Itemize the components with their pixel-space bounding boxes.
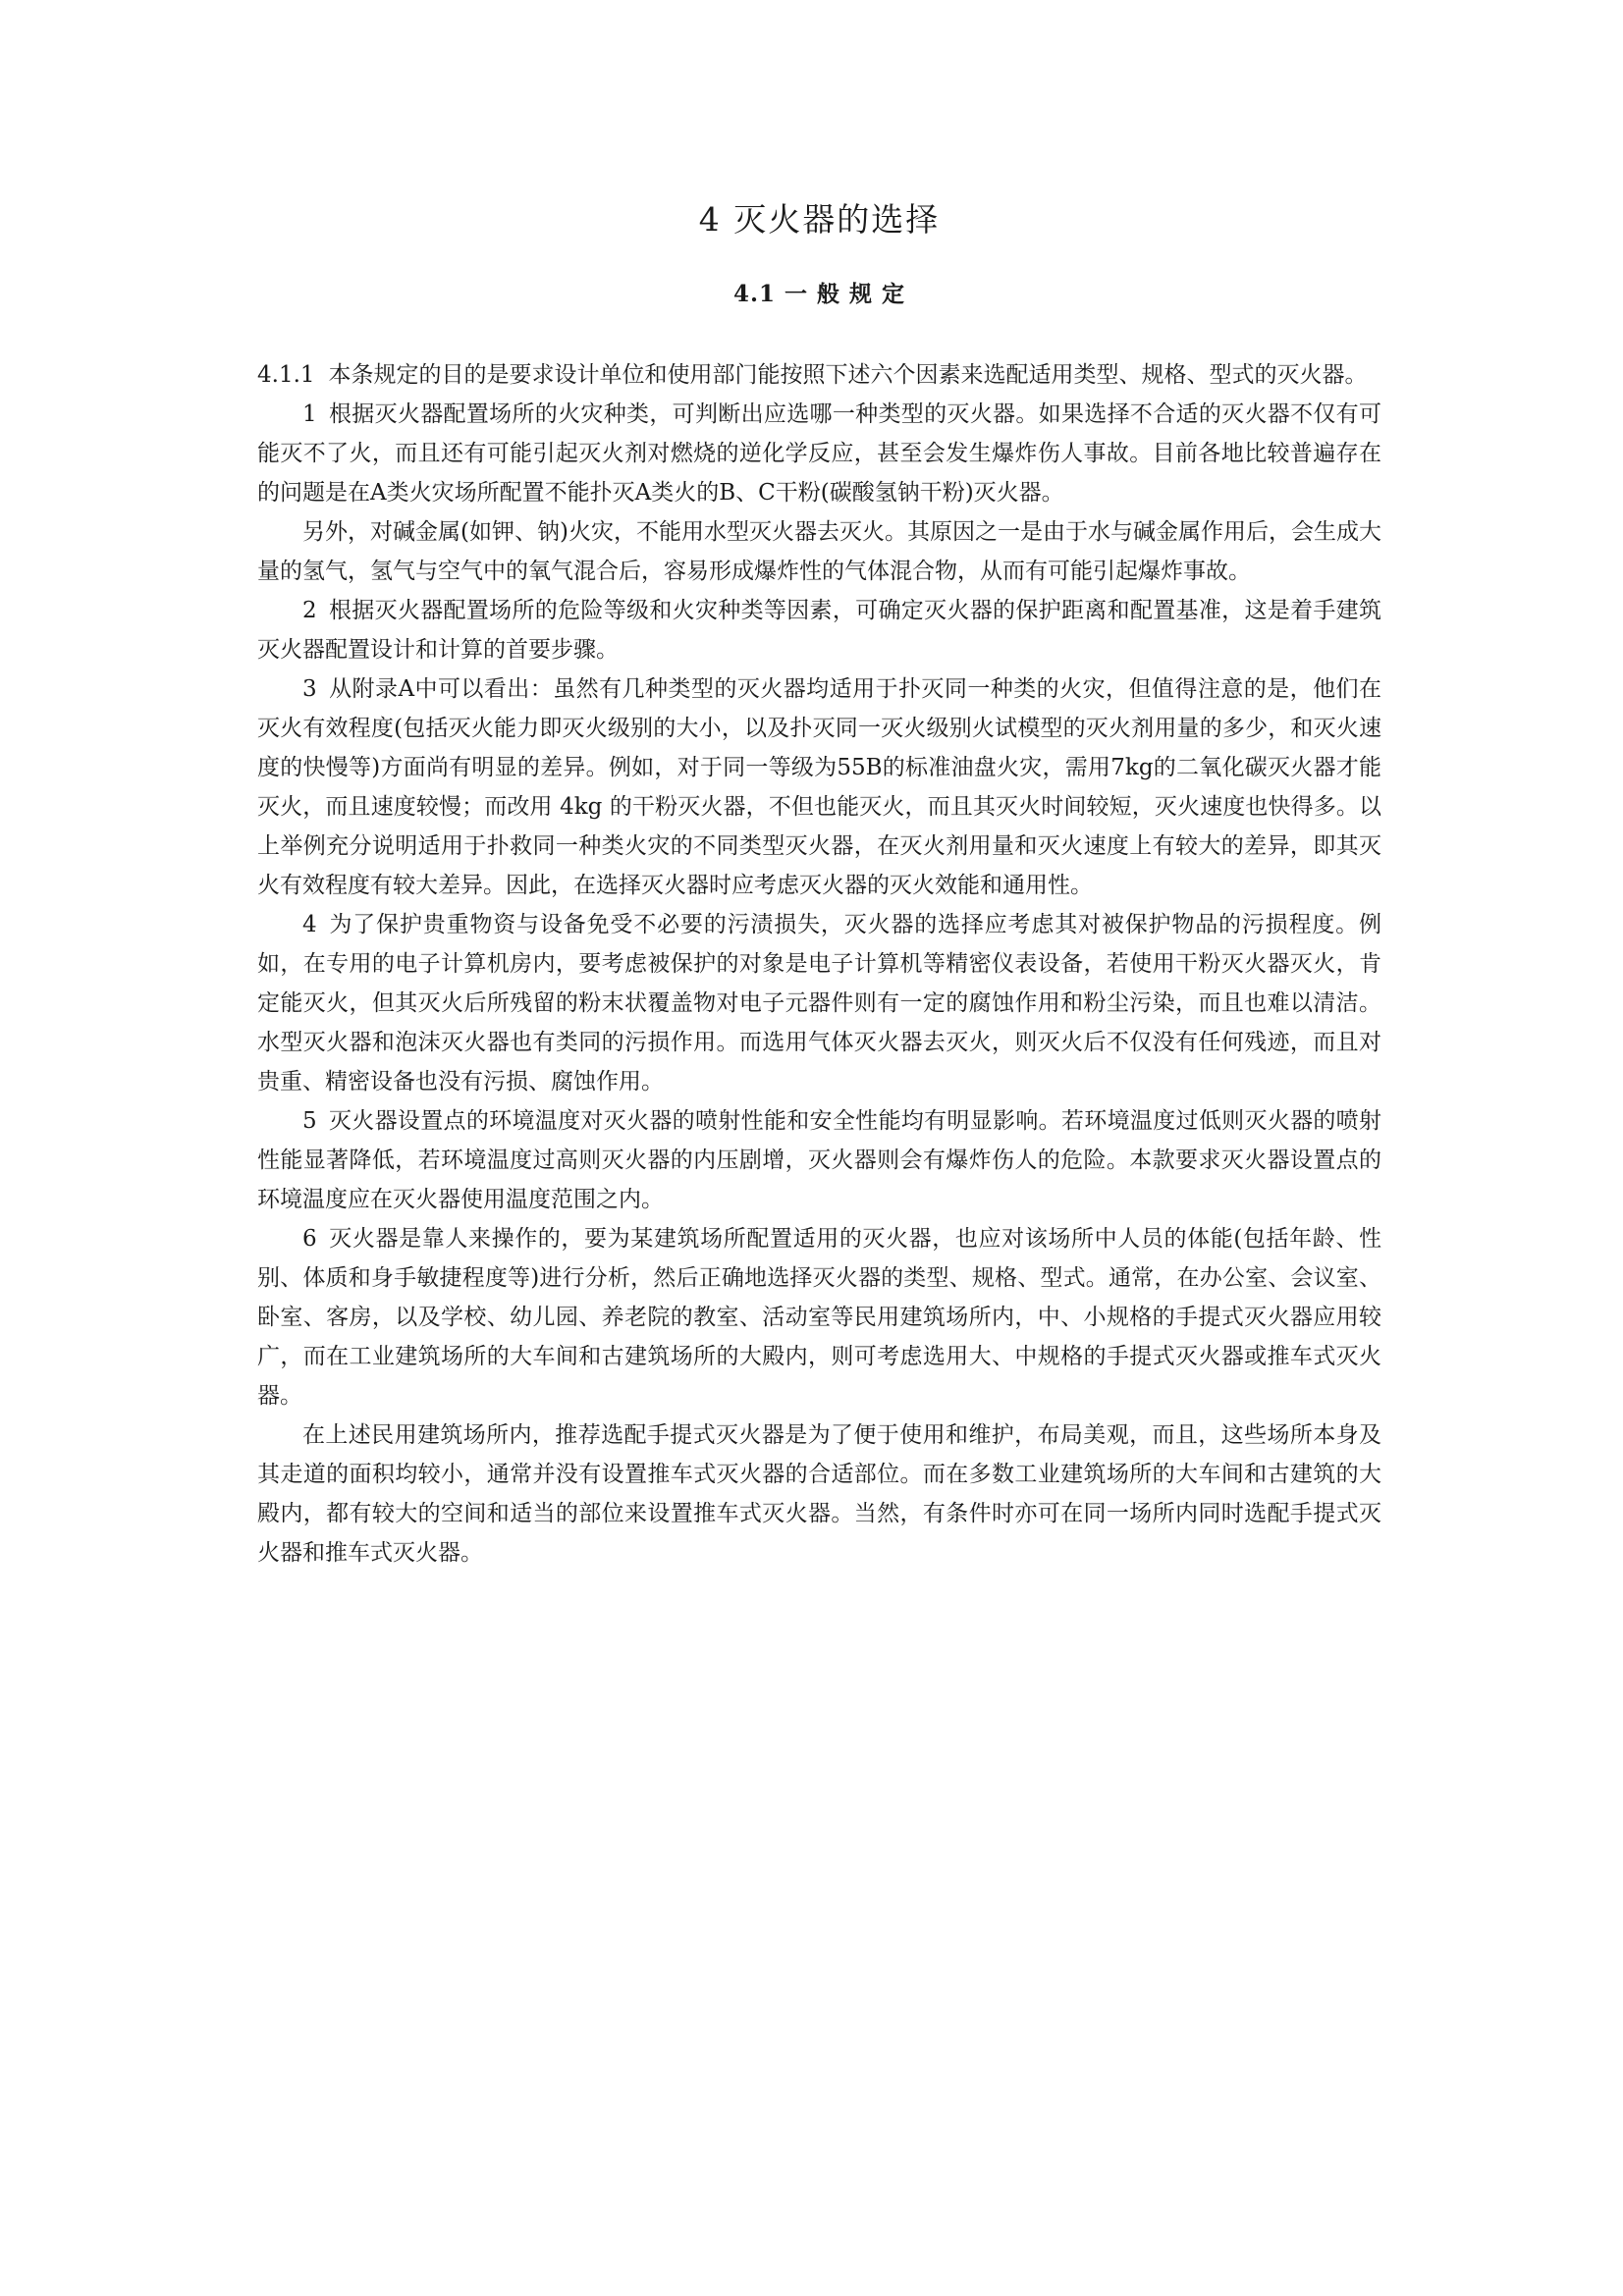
chapter-title: 4 灭火器的选择 <box>698 200 941 239</box>
item-1 <box>257 395 1381 512</box>
item-text: 根据灭火器配置场所的危险等级和火灾种类等因素，可确定灭火器的保护距离和配置基准，这是着手建筑灭火器配置设计和计算的首要步骤。 <box>257 598 1381 663</box>
item-number: 3 <box>302 676 317 702</box>
section-title: 4.1 一 般 规 定 <box>732 281 906 307</box>
item-text: 为了保护贵重物资与设备免受不必要的污渍损失，灭火器的选择应考虑其对被保护物品的污损程度。例如，在专用的电子计算机房内，要考虑被保护的对象是电子计算机等精密仪表设备，若使用干粉灭火器灭火，肯定能灭火，但其灭火后所残留的粉末状覆盖物对电子元器件则有一定的腐蚀作用和粉尘污染，而且也难以清洁。水型灭火器和泡沫灭火器也有类同的污损作用。而选用气体灭火器去灭火，则灭火后不仅没有任何残迹，而且对贵重、精密设备也没有污损、腐蚀作用。 <box>257 912 1381 1095</box>
item-number: 2 <box>302 598 317 623</box>
item-text: 从附录A中可以看出：虽然有几种类型的灭火器均适用于扑灭同一种类的火灾，但值得注意的是，他们在灭火有效程度(包括灭火能力即灭火级别的大小，以及扑灭同一灭火级别火试模型的灭火剂用量的多少，和灭火速度的快慢等)方面尚有明显的差异。例如，对于同一等级为55B的标准油盘火灾，需用7kg的二氧化碳灭火器才能灭火，而且速度较慢；而改用 4kg 的干粉灭火器，不但也能灭火，而且其灭火时间较短，灭火速度也快得多。以上举例充分说明适用于扑救同一种类火灾的不同类型灭火器，在灭火剂用量和灭火速度上有较大的差异，即其灭火有效程度有较大差异。因此，在选择灭火器时应考虑灭火器的灭火效能和通用性。 <box>257 676 1381 898</box>
item-6 <box>257 1219 1381 1415</box>
item-text: 灭火器是靠人来操作的，要为某建筑场所配置适用的灭火器，也应对该场所中人员的体能(包括年龄、性别、体质和身手敏捷程度等)进行分析，然后正确地选择灭火器的类型、规格、型式。通常，在办公室、会议室、卧室、客房，以及学校、幼儿园、养老院的教室、活动室等民用建筑场所内，中、小规格的手提式灭火器应用较广，而在工业建筑场所的大车间和古建筑场所的大殿内，则可考虑选用大、中规格的手提式灭火器或推车式灭火器。 <box>257 1226 1381 1409</box>
item-text: 在上述民用建筑场所内，推荐选配手提式灭火器是为了便于使用和维护，布局美观，而且，这些场所本身及其走道的面积均较小，通常并没有设置推车式灭火器的合适部位。而在多数工业建筑场所的大车间和古建筑的大殿内，都有较大的空间和适当的部位来设置推车式灭火器。当然，有条件时亦可在同一场所内同时选配手提式灭火器和推车式灭火器。 <box>257 1422 1381 1566</box>
item-3 <box>257 669 1381 905</box>
clause-number: 4.1.1 <box>257 362 315 388</box>
item-text: 另外，对碱金属(如钾、钠)火灾，不能用水型灭火器去灭火。其原因之一是由于水与碱金属作用后，会生成大量的氢气，氢气与空气中的氧气混合后，容易形成爆炸性的气体混合物，从而有可能引起爆炸事故。 <box>257 519 1381 584</box>
item-number: 4 <box>302 912 317 937</box>
item-2 <box>257 591 1381 669</box>
item-5 <box>257 1101 1381 1219</box>
item-text: 灭火器设置点的环境温度对灭火器的喷射性能和安全性能均有明显影响。若环境温度过低则灭火器的喷射性能显著降低，若环境温度过高则灭火器的内压剧增，灭火器则会有爆炸伤人的危险。本款要求灭火器设置点的环境温度应在灭火器使用温度范围之内。 <box>257 1108 1381 1212</box>
clause-4-1-1 <box>257 355 1381 395</box>
item-number: 6 <box>302 1226 317 1252</box>
item-6-continued <box>257 1415 1381 1573</box>
document-page <box>257 192 1381 1573</box>
item-4 <box>257 905 1381 1101</box>
item-1-continued <box>257 512 1381 591</box>
clause-text: 本条规定的目的是要求设计单位和使用部门能按照下述六个因素来选配适用类型、规格、型式的灭火器。 <box>328 362 1368 388</box>
document-body <box>257 355 1381 1573</box>
item-number: 1 <box>302 401 317 427</box>
item-number: 5 <box>302 1108 317 1134</box>
item-text: 根据灭火器配置场所的火灾种类，可判断出应选哪一种类型的灭火器。如果选择不合适的灭火器不仅有可能灭不了火，而且还有可能引起灭火剂对燃烧的逆化学反应，甚至会发生爆炸伤人事故。目前各地比较普遍存在的问题是在A类火灾场所配置不能扑灭A类火的B、C干粉(碳酸氢钠干粉)灭火器。 <box>257 401 1381 506</box>
